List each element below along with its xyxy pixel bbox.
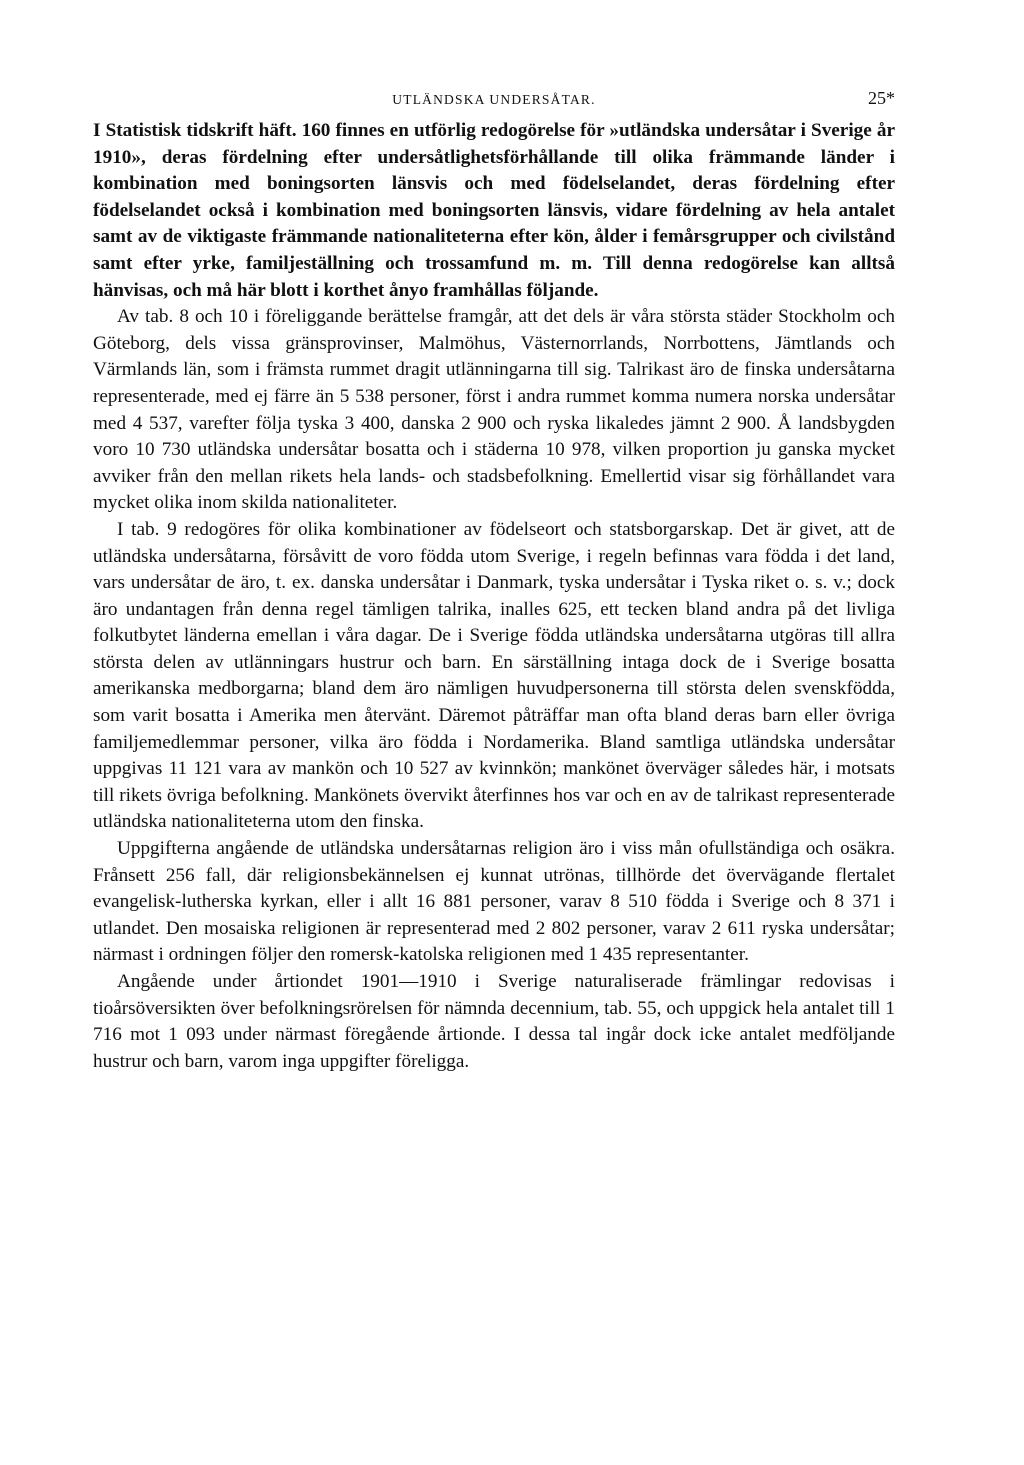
paragraph-5: Angående under årtiondet 1901—1910 i Sverige naturaliserade främlingar redovisas i tioårsöversikten över befolkningsrörelsen för nämnda decennium, tab. 55, och uppgick hela antalet till 1 716 mot 1 093 under närmast föregående årtionde. I dessa tal ingår dock icke antalet medföljande hustrur och barn, varom inga uppgifter föreligga. [93, 971, 895, 1072]
paragraph-1: I Statistisk tidskrift häft. 160 finnes en utförlig redogörelse för »utländska undersåtar i Sverige år 1910», deras fördelning efter undersåtlighetsförhållande till olika främmande länder i kombination med boningsorten länsvis och med födelselandet, deras fördelning efter födelselandet också i kombination med boningsorten länsvis, vidare fördelning av hela antalet samt av de viktigaste främmande nationaliteterna efter kön, ålder i femårsgrupper och civilstånd samt efter yrke, familjeställning och trossamfund m. m. Till denna redogörelse kan alltså hänvisas, och må här blott i korthet ånyo framhållas följande. [93, 120, 895, 301]
body-text [93, 118, 895, 1075]
running-head [93, 88, 895, 118]
paragraph-4: Uppgifterna angående de utländska undersåtarnas religion äro i viss mån ofullständiga och osäkra. Frånsett 256 fall, där religionsbekännelsen ej kunnat utrönas, tillhörde det övervägande flertalet evangelisk-lutherska kyrkan, eller i allt 16 881 personer, varav 8 510 födda i Sverige och 8 371 i utlandet. Den mosaiska religionen är representerad med 2 802 personer, varav 2 611 ryska undersåtar; närmast i ordningen följer den romersk-katolska religionen med 1 435 representanter. [93, 838, 895, 966]
paragraph-2: Av tab. 8 och 10 i föreliggande berättelse framgår, att det dels är våra största städer Stockholm och Göteborg, dels vissa gränsprovinser, Malmöhus, Västernorrlands, Norrbottens, Jämtlands och Värmlands län, som i främsta rummet dragit utlänningarna till sig. Talrikast äro de finska undersåtarna representerade, med ej färre än 5 538 personer, först i andra rummet komma numera norska undersåtar med 4 537, varefter följa tyska 3 400, danska 2 900 och ryska likaledes jämnt 2 900. Å landsbygden voro 10 730 utländska undersåtar bosatta och i städerna 10 978, vilken proportion ju ganska mycket avviker från den mellan rikets hela lands- och stadsbefolkning. Emellertid visar sig förhållandet vara mycket olika inom skilda nationaliteter. [93, 306, 895, 514]
paragraph-3: I tab. 9 redogöres för olika kombinationer av födelseort och statsborgarskap. Det är givet, att de utländska undersåtarna, försåvitt de voro födda utom Sverige, i regeln befinnas vara födda i det land, vars undersåtar de äro, t. ex. danska undersåtar i Danmark, tyska undersåtar i Tyska riket o. s. v.; dock äro undantagen från denna regel tämligen talrika, inalles 625, ett tecken bland andra på det livliga folkutbytet länderna emellan i våra dagar. De i Sverige födda utländska undersåtarna utgöras till allra största delen av utlänningars hustrur och barn. En särställning intaga dock de i Sverige bosatta amerikanska medborgarna; bland dem äro nämligen huvudpersonerna till största delen svenskfödda, som varit bosatta i Amerika men återvänt. Däremot påträffar man ofta bland deras barn eller övriga familjemedlemmar personer, vilka äro födda i Nordamerika. Bland samtliga utländska undersåtar uppgivas 11 121 vara av mankön och 10 527 av kvinnkön; mankönet överväger således här, i motsats till rikets övriga befolkning. Mankönets övervikt återfinnes hos var och en av de talrikast representerade utländska nationaliteterna utom den finska. [93, 518, 895, 833]
document-page [93, 88, 895, 1075]
page-number: 25* [868, 88, 895, 108]
running-title: UTLÄNDSKA UNDERSÅTAR. [392, 92, 596, 107]
